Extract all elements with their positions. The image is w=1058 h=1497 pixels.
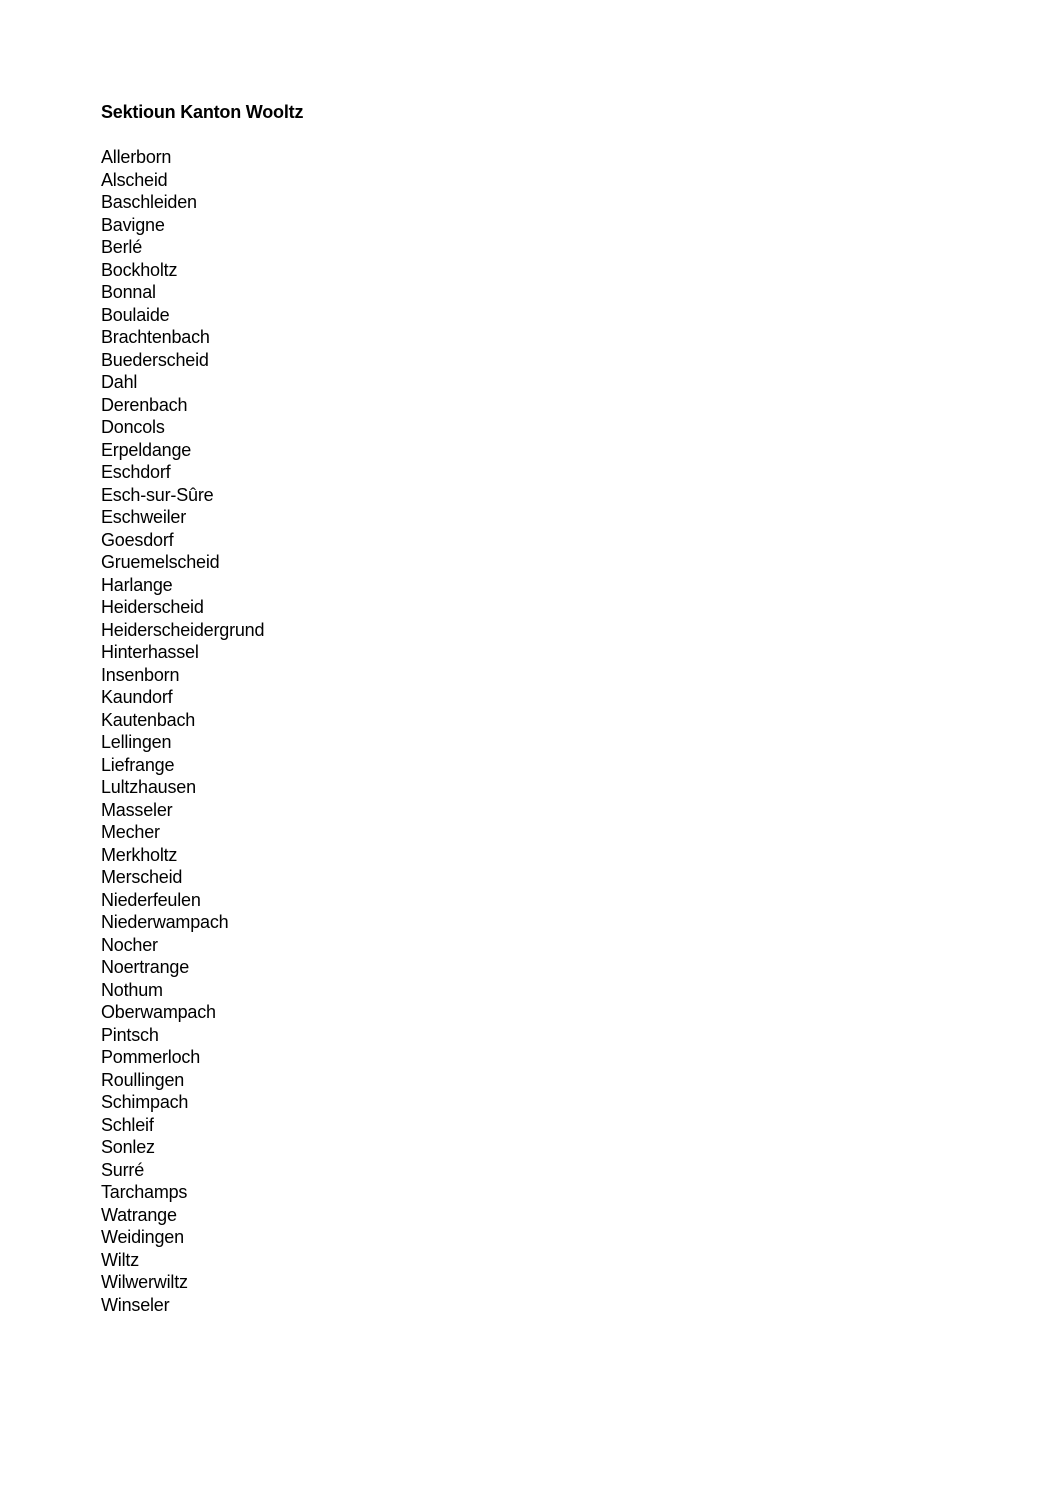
list-item: Heiderscheid xyxy=(101,597,204,617)
list-item: Lultzhausen xyxy=(101,777,196,797)
list-item: Schleif xyxy=(101,1114,154,1135)
list-item: Hinterhassel xyxy=(101,642,199,662)
list-item: Weidingen xyxy=(101,1227,184,1247)
list-item: Pommerloch xyxy=(101,1047,201,1067)
list-item: Buederscheid xyxy=(101,349,209,370)
list-item: Harlange xyxy=(101,574,173,595)
list-item: Tarchamps xyxy=(101,1182,188,1202)
list-item: Lellingen xyxy=(101,732,172,752)
list-item: Winseler xyxy=(101,1294,170,1315)
document-page xyxy=(101,100,1001,1316)
list-item: Wiltz xyxy=(101,1249,139,1270)
list-item: Noertrange xyxy=(101,957,190,977)
list-item: Wilwerwiltz xyxy=(101,1272,188,1292)
list-item: Nothum xyxy=(101,979,163,1000)
list-item: Merscheid xyxy=(101,867,183,887)
list-item: Dahl xyxy=(101,372,138,392)
list-item: Nocher xyxy=(101,934,158,955)
list-item: Eschweiler xyxy=(101,507,187,527)
list-item: Gruemelscheid xyxy=(101,552,220,572)
list-item: Masseler xyxy=(101,799,173,820)
list-item: Roullingen xyxy=(101,1069,185,1090)
list-item: Boulaide xyxy=(101,304,170,325)
list-item: Pintsch xyxy=(101,1024,159,1045)
list-item: Insenborn xyxy=(101,664,180,685)
list-item: Niederwampach xyxy=(101,912,229,932)
list-item: Sonlez xyxy=(101,1137,155,1157)
list-item: Brachtenbach xyxy=(101,327,210,347)
list-item: Doncols xyxy=(101,417,165,437)
list-item: Watrange xyxy=(101,1204,177,1225)
list-item: Bavigne xyxy=(101,214,165,235)
list-item: Niederfeulen xyxy=(101,889,201,910)
list-item: Erpeldange xyxy=(101,439,192,460)
list-item: Alscheid xyxy=(101,169,168,190)
list-item: Surré xyxy=(101,1159,145,1180)
list-item: Liefrange xyxy=(101,754,175,775)
list-item: Bonnal xyxy=(101,282,156,302)
list-item: Bockholtz xyxy=(101,259,178,280)
list-item: Mecher xyxy=(101,822,160,842)
list-item: Heiderscheidergrund xyxy=(101,619,265,640)
list-item: Baschleiden xyxy=(101,192,197,212)
locality-list xyxy=(101,146,1001,1316)
list-item: Kautenbach xyxy=(101,709,196,730)
list-item: Goesdorf xyxy=(101,529,174,550)
list-item: Eschdorf xyxy=(101,462,171,482)
list-item: Allerborn xyxy=(101,147,172,167)
list-item: Berlé xyxy=(101,237,143,257)
list-item: Oberwampach xyxy=(101,1002,216,1022)
list-item: Schimpach xyxy=(101,1092,189,1112)
list-item: Esch-sur-Sûre xyxy=(101,484,214,505)
list-item: Derenbach xyxy=(101,394,188,415)
document-title: Sektioun Kanton Wooltz xyxy=(101,102,304,122)
list-item: Merkholtz xyxy=(101,844,178,865)
list-item: Kaundorf xyxy=(101,687,173,707)
